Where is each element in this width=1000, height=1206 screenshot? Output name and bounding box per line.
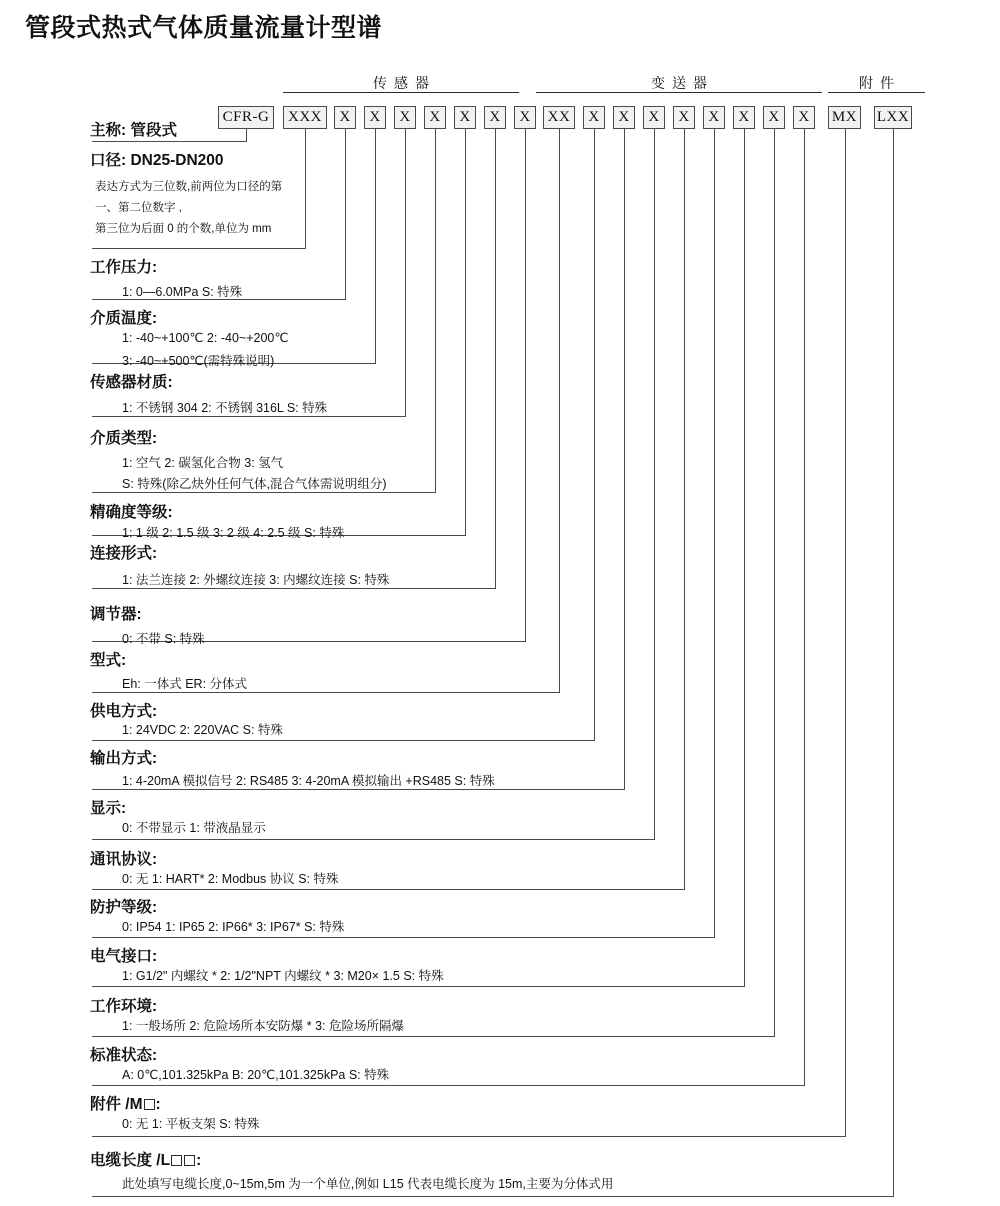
code-box-pressure[interactable]: X: [334, 106, 356, 129]
row-diameter-note-2: 一、第二位数字 ,: [95, 202, 182, 214]
connector-line-power-h: [92, 740, 595, 741]
row-display-options: 0: 不带显示 1: 带液晶显示: [122, 821, 266, 835]
row-display-head: 显示:: [90, 800, 127, 817]
row-cable-length-head-prefix: 电缆长度 /L: [90, 1152, 171, 1169]
row-regulator-options: 0: 不带 S: 特殊: [122, 632, 205, 646]
row-electrical-port-options: 1: G1/2" 内螺纹 * 2: 1/2"NPT 内螺纹 * 3: M20× 1.5 S: 特殊: [122, 969, 444, 983]
code-box-medium-temp[interactable]: X: [364, 106, 386, 129]
connector-line-accessory-h: [92, 1136, 846, 1137]
connector-line-electrical-port-h: [92, 986, 745, 987]
row-sensor-material-head: 传感器材质:: [90, 374, 173, 391]
row-accessory-head-prefix: 附件 /M: [90, 1096, 143, 1113]
row-power-supply-options: 1: 24VDC 2: 220VAC S: 特殊: [122, 723, 283, 737]
row-medium-type-options: 1: 空气 2: 碳氢化合物 3: 氢气: [122, 456, 284, 470]
row-output-type-options: 1: 4-20mA 模拟信号 2: RS485 3: 4-20mA 模拟输出 +RS485 S: 特殊: [122, 774, 495, 788]
row-cable-length-head: [90, 1148, 201, 1170]
connector-line-output-h: [92, 789, 625, 790]
code-box-model[interactable]: CFR-G: [218, 106, 274, 129]
code-box-connection[interactable]: X: [484, 106, 506, 129]
row-medium-temperature-head: 介质温度:: [90, 310, 158, 327]
row-accessory-options: 0: 无 1: 平板支架 S: 特殊: [122, 1117, 260, 1131]
connector-line-cable-length-v: [893, 129, 894, 1196]
code-box-display[interactable]: X: [643, 106, 665, 129]
code-box-style[interactable]: XX: [543, 106, 575, 129]
connector-line-diameter-h: [92, 248, 306, 249]
code-box-accessory[interactable]: MX: [828, 106, 861, 129]
row-style-options: Eh: 一体式 ER: 分体式: [122, 677, 248, 691]
row-medium-type-options-2: S: 特殊(除乙炔外任何气体,混合气体需说明组分): [122, 477, 387, 491]
connector-line-style-v: [559, 129, 560, 692]
placeholder-box-icon: [171, 1155, 182, 1166]
group-header-accessory-label: 附件: [859, 75, 901, 91]
code-box-output[interactable]: X: [613, 106, 635, 129]
connector-line-sensor-material-v: [405, 129, 406, 416]
connector-line-ingress-h: [92, 937, 715, 938]
code-box-cable-length[interactable]: LXX: [874, 106, 912, 129]
row-ingress-protection-head: 防护等级:: [90, 899, 158, 916]
connector-line-protocol-v: [684, 129, 685, 889]
connector-line-style-h: [92, 692, 560, 693]
row-cable-length-head-suffix: :: [196, 1152, 202, 1169]
connector-line-standard-state-v: [804, 129, 805, 1085]
code-box-diameter[interactable]: XXX: [283, 106, 327, 129]
code-box-regulator[interactable]: X: [514, 106, 536, 129]
row-standard-state-head: 标准状态:: [90, 1047, 158, 1064]
connector-line-medium-type-v: [435, 129, 436, 492]
connector-line-medium-type-h: [92, 492, 436, 493]
code-box-electrical-port[interactable]: X: [733, 106, 755, 129]
placeholder-box-icon: [144, 1099, 155, 1110]
row-connection-type-head: 连接形式:: [90, 545, 158, 562]
connector-line-standard-state-h: [92, 1085, 805, 1086]
connector-line-model-h: [92, 141, 247, 142]
connector-line-medium-temp-v: [375, 129, 376, 363]
connector-line-connection-v: [495, 129, 496, 588]
row-medium-temperature-options-2: 3: -40~+500℃(需特殊说明): [122, 354, 275, 368]
row-working-environment-head: 工作环境:: [90, 998, 158, 1015]
row-diameter-head: 口径: DN25-DN200: [90, 152, 224, 169]
code-box-ingress[interactable]: X: [703, 106, 725, 129]
row-working-environment-options: 1: 一般场所 2: 危险场所本安防爆 * 3: 危险场所隔爆: [122, 1019, 404, 1033]
code-box-medium-type[interactable]: X: [424, 106, 446, 129]
connector-line-protocol-h: [92, 889, 685, 890]
group-header-sensor-label: 传感器: [373, 75, 436, 91]
connector-line-pressure-v: [345, 129, 346, 299]
row-electrical-port-head: 电气接口:: [90, 948, 158, 965]
row-protocol-head: 通讯协议:: [90, 851, 158, 868]
connector-line-connection-h: [92, 588, 496, 589]
row-output-type-head: 输出方式:: [90, 750, 158, 767]
row-accessory-head-suffix: :: [155, 1096, 161, 1113]
connector-line-display-v: [654, 129, 655, 839]
connector-line-regulator-v: [525, 129, 526, 641]
row-ingress-protection-options: 0: IP54 1: IP65 2: IP66* 3: IP67* S: 特殊: [122, 920, 345, 934]
row-diameter-note-1: 表达方式为三位数,前两位为口径的第: [95, 181, 283, 193]
row-main-name-head: 主称: 管段式: [90, 122, 177, 139]
row-cable-length-options: 此处填写电缆长度,0~15m,5m 为一个单位,例如 L15 代表电缆长度为 15m,主要为分体式用: [122, 1177, 614, 1191]
code-box-sensor-material[interactable]: X: [394, 106, 416, 129]
connector-line-model-v: [246, 129, 247, 141]
row-working-pressure-head: 工作压力:: [90, 259, 158, 276]
page-title: 管段式热式气体质量流量计型谱: [25, 14, 383, 42]
group-header-accessory: [828, 74, 925, 93]
connector-line-ingress-v: [714, 129, 715, 937]
code-box-standard-state[interactable]: X: [793, 106, 815, 129]
connector-line-sensor-material-h: [92, 416, 406, 417]
row-style-head: 型式:: [90, 652, 127, 669]
row-accuracy-class-head: 精确度等级:: [90, 504, 173, 521]
row-standard-state-options: A: 0℃,101.325kPa B: 20℃,101.325kPa S: 特殊: [122, 1068, 390, 1082]
row-connection-type-options: 1: 法兰连接 2: 外螺纹连接 3: 内螺纹连接 S: 特殊: [122, 573, 390, 587]
connector-line-environment-h: [92, 1036, 775, 1037]
code-box-environment[interactable]: X: [763, 106, 785, 129]
row-diameter-note-3: 第三位为后面 0 的个数,单位为 mm: [95, 223, 272, 235]
connector-line-electrical-port-v: [744, 129, 745, 986]
row-accessory-head: [90, 1092, 161, 1114]
connector-line-accessory-v: [845, 129, 846, 1136]
row-medium-type-head: 介质类型:: [90, 430, 158, 447]
row-regulator-head: 调节器:: [90, 606, 142, 623]
connector-line-diameter-v: [305, 129, 306, 248]
row-power-supply-head: 供电方式:: [90, 703, 158, 720]
connector-line-power-v: [594, 129, 595, 740]
group-header-sensor: [283, 74, 519, 93]
code-box-protocol[interactable]: X: [673, 106, 695, 129]
code-box-accuracy[interactable]: X: [454, 106, 476, 129]
group-header-transmitter: [536, 74, 822, 93]
row-accuracy-class-options: 1: 1 级 2: 1.5 级 3: 2 级 4: 2.5 级 S: 特殊: [122, 526, 345, 540]
group-header-transmitter-rule: [536, 92, 822, 93]
group-header-accessory-rule: [828, 92, 925, 93]
row-protocol-options: 0: 无 1: HART* 2: Modbus 协议 S: 特殊: [122, 872, 339, 886]
row-sensor-material-options: 1: 不锈钢 304 2: 不锈钢 316L S: 特殊: [122, 401, 328, 415]
connector-line-accuracy-v: [465, 129, 466, 535]
group-header-sensor-rule: [283, 92, 519, 93]
row-medium-temperature-options: 1: -40~+100℃ 2: -40~+200℃: [122, 331, 289, 345]
connector-line-cable-length-h: [92, 1196, 894, 1197]
placeholder-box-icon: [184, 1155, 195, 1166]
connector-line-environment-v: [774, 129, 775, 1036]
group-header-transmitter-label: 变送器: [651, 75, 714, 91]
connector-line-output-v: [624, 129, 625, 789]
connector-line-display-h: [92, 839, 655, 840]
code-box-power[interactable]: X: [583, 106, 605, 129]
row-working-pressure-options: 1: 0—6.0MPa S: 特殊: [122, 285, 243, 299]
